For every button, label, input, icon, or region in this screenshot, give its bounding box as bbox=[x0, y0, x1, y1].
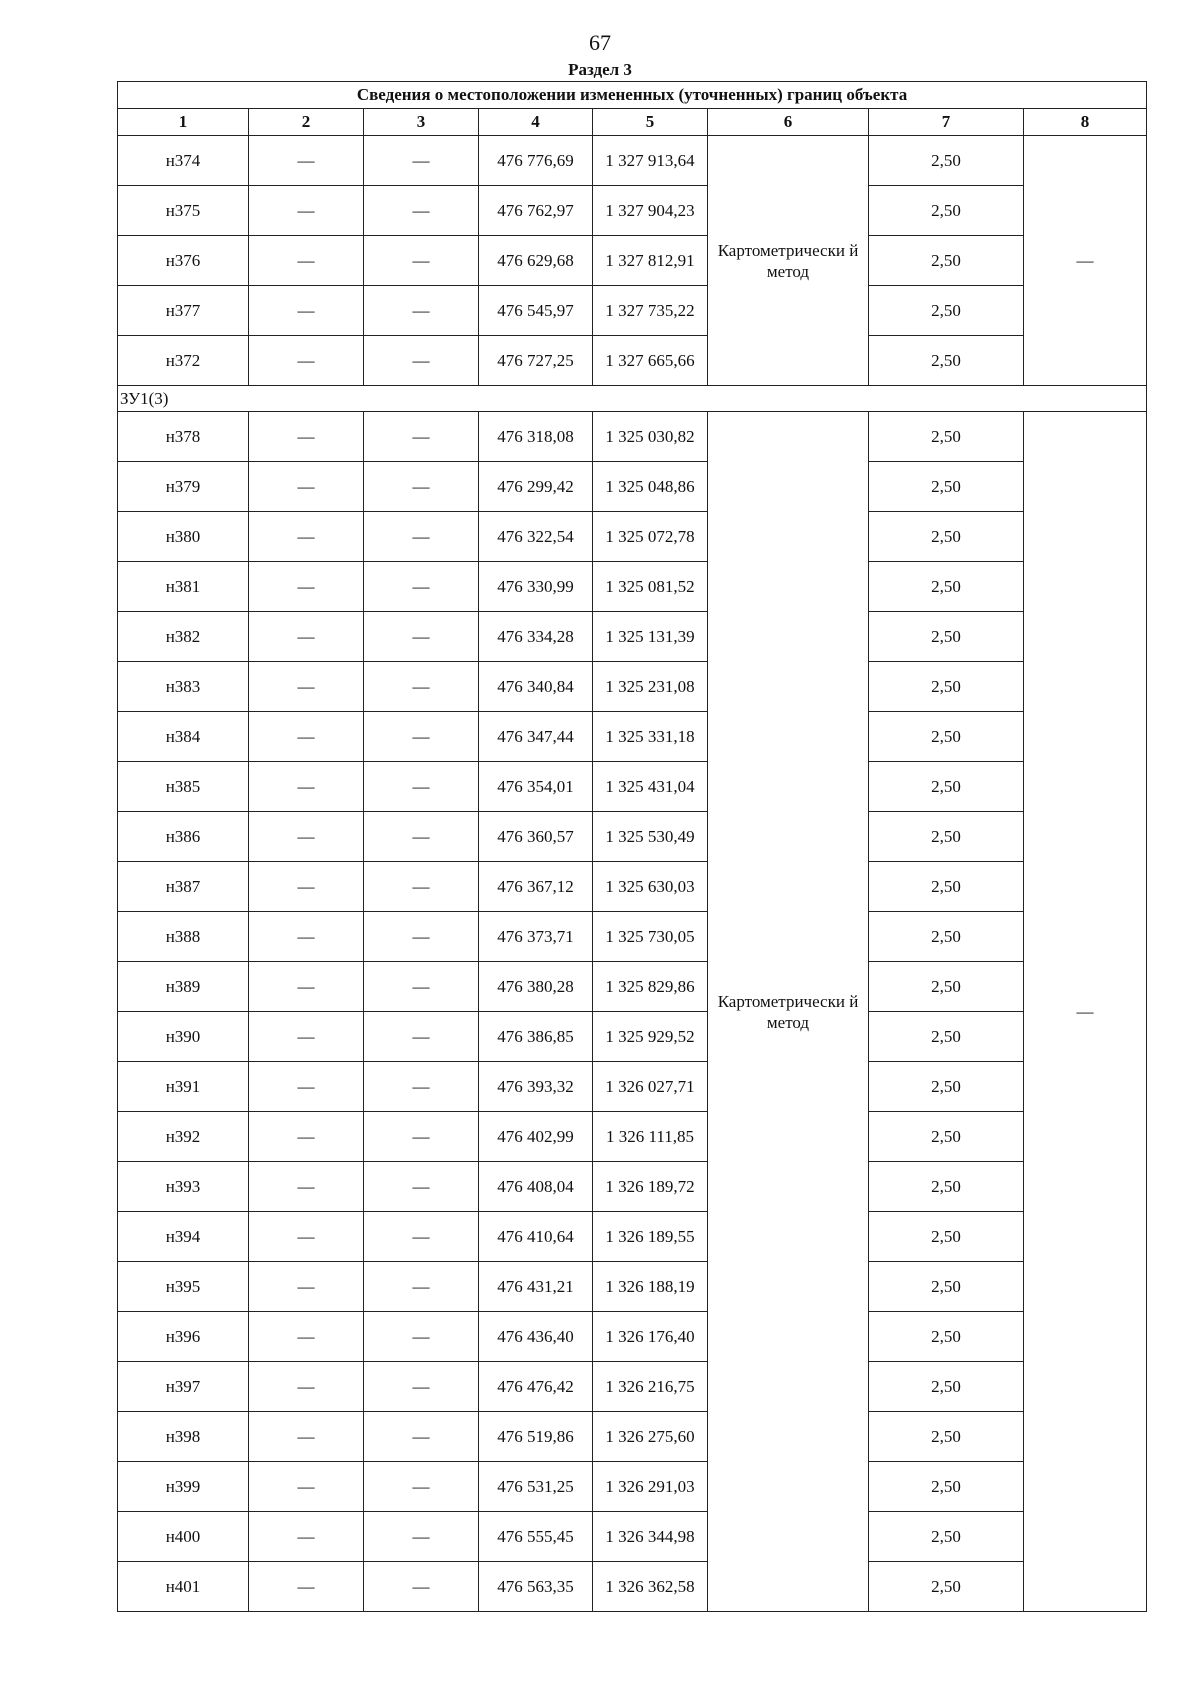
col2-cell: — bbox=[249, 1462, 364, 1512]
accuracy-cell: 2,50 bbox=[869, 912, 1024, 962]
accuracy-cell: 2,50 bbox=[869, 562, 1024, 612]
accuracy-cell: 2,50 bbox=[869, 1162, 1024, 1212]
y-coordinate-cell: 1 326 189,55 bbox=[593, 1212, 708, 1262]
table-row bbox=[118, 1412, 1147, 1462]
col2-cell: — bbox=[249, 186, 364, 236]
y-coordinate-cell: 1 325 431,04 bbox=[593, 762, 708, 812]
point-cell: н391 bbox=[118, 1062, 249, 1112]
x-coordinate-cell: 476 367,12 bbox=[479, 862, 593, 912]
x-coordinate-cell: 476 555,45 bbox=[479, 1512, 593, 1562]
x-coordinate-cell: 476 380,28 bbox=[479, 962, 593, 1012]
x-coordinate-cell: 476 476,42 bbox=[479, 1362, 593, 1412]
table-row bbox=[118, 712, 1147, 762]
col8-cell: — bbox=[1024, 412, 1147, 1612]
accuracy-cell: 2,50 bbox=[869, 862, 1024, 912]
accuracy-cell: 2,50 bbox=[869, 512, 1024, 562]
y-coordinate-cell: 1 326 362,58 bbox=[593, 1562, 708, 1612]
column-header-2: 2 bbox=[249, 109, 364, 136]
accuracy-cell: 2,50 bbox=[869, 1562, 1024, 1612]
col3-cell: — bbox=[364, 812, 479, 862]
col3-cell: — bbox=[364, 762, 479, 812]
y-coordinate-cell: 1 327 665,66 bbox=[593, 336, 708, 386]
col3-cell: — bbox=[364, 1362, 479, 1412]
col2-cell: — bbox=[249, 1112, 364, 1162]
point-cell: н377 bbox=[118, 286, 249, 336]
table-row bbox=[118, 412, 1147, 462]
y-coordinate-cell: 1 325 331,18 bbox=[593, 712, 708, 762]
block-1 bbox=[118, 136, 1147, 386]
point-cell: н378 bbox=[118, 412, 249, 462]
col2-cell: — bbox=[249, 1312, 364, 1362]
y-coordinate-cell: 1 326 275,60 bbox=[593, 1412, 708, 1462]
table-row bbox=[118, 1312, 1147, 1362]
col2-cell: — bbox=[249, 512, 364, 562]
block-2 bbox=[118, 412, 1147, 1612]
point-cell: н372 bbox=[118, 336, 249, 386]
accuracy-cell: 2,50 bbox=[869, 1312, 1024, 1362]
y-coordinate-cell: 1 325 630,03 bbox=[593, 862, 708, 912]
table-row bbox=[118, 1212, 1147, 1262]
table-row bbox=[118, 912, 1147, 962]
point-cell: н398 bbox=[118, 1412, 249, 1462]
point-cell: н384 bbox=[118, 712, 249, 762]
x-coordinate-cell: 476 334,28 bbox=[479, 612, 593, 662]
y-coordinate-cell: 1 325 131,39 bbox=[593, 612, 708, 662]
x-coordinate-cell: 476 727,25 bbox=[479, 336, 593, 386]
y-coordinate-cell: 1 325 030,82 bbox=[593, 412, 708, 462]
accuracy-cell: 2,50 bbox=[869, 1112, 1024, 1162]
column-header-7: 7 bbox=[869, 109, 1024, 136]
col2-cell: — bbox=[249, 662, 364, 712]
col3-cell: — bbox=[364, 1512, 479, 1562]
y-coordinate-cell: 1 326 291,03 bbox=[593, 1462, 708, 1512]
col3-cell: — bbox=[364, 662, 479, 712]
col2-cell: — bbox=[249, 1012, 364, 1062]
col3-cell: — bbox=[364, 1562, 479, 1612]
column-header-5: 5 bbox=[593, 109, 708, 136]
accuracy-cell: 2,50 bbox=[869, 612, 1024, 662]
group-row bbox=[118, 386, 1147, 412]
col3-cell: — bbox=[364, 1062, 479, 1112]
x-coordinate-cell: 476 386,85 bbox=[479, 1012, 593, 1062]
y-coordinate-cell: 1 325 048,86 bbox=[593, 462, 708, 512]
method-cell: Картометрически й метод bbox=[708, 136, 869, 386]
accuracy-cell: 2,50 bbox=[869, 1062, 1024, 1112]
y-coordinate-cell: 1 325 231,08 bbox=[593, 662, 708, 712]
table-title: Сведения о местоположении измененных (уточненных) границ объекта bbox=[118, 82, 1147, 109]
point-cell: н397 bbox=[118, 1362, 249, 1412]
y-coordinate-cell: 1 325 081,52 bbox=[593, 562, 708, 612]
col3-cell: — bbox=[364, 1112, 479, 1162]
y-coordinate-cell: 1 326 216,75 bbox=[593, 1362, 708, 1412]
point-cell: н390 bbox=[118, 1012, 249, 1062]
table-row bbox=[118, 612, 1147, 662]
accuracy-cell: 2,50 bbox=[869, 1462, 1024, 1512]
y-coordinate-cell: 1 325 072,78 bbox=[593, 512, 708, 562]
col3-cell: — bbox=[364, 136, 479, 186]
x-coordinate-cell: 476 330,99 bbox=[479, 562, 593, 612]
col2-cell: — bbox=[249, 462, 364, 512]
col2-cell: — bbox=[249, 136, 364, 186]
y-coordinate-cell: 1 327 812,91 bbox=[593, 236, 708, 286]
x-coordinate-cell: 476 436,40 bbox=[479, 1312, 593, 1362]
col2-cell: — bbox=[249, 286, 364, 336]
table-row bbox=[118, 1362, 1147, 1412]
col2-cell: — bbox=[249, 612, 364, 662]
point-cell: н400 bbox=[118, 1512, 249, 1562]
point-cell: н376 bbox=[118, 236, 249, 286]
col2-cell: — bbox=[249, 1362, 364, 1412]
col3-cell: — bbox=[364, 1462, 479, 1512]
col2-cell: — bbox=[249, 336, 364, 386]
table-row bbox=[118, 812, 1147, 862]
x-coordinate-cell: 476 354,01 bbox=[479, 762, 593, 812]
x-coordinate-cell: 476 531,25 bbox=[479, 1462, 593, 1512]
table-row bbox=[118, 562, 1147, 612]
accuracy-cell: 2,50 bbox=[869, 812, 1024, 862]
accuracy-cell: 2,50 bbox=[869, 1212, 1024, 1262]
x-coordinate-cell: 476 410,64 bbox=[479, 1212, 593, 1262]
column-number-row bbox=[118, 109, 1147, 136]
y-coordinate-cell: 1 326 027,71 bbox=[593, 1062, 708, 1112]
x-coordinate-cell: 476 322,54 bbox=[479, 512, 593, 562]
accuracy-cell: 2,50 bbox=[869, 762, 1024, 812]
accuracy-cell: 2,50 bbox=[869, 1362, 1024, 1412]
accuracy-cell: 2,50 bbox=[869, 412, 1024, 462]
table-row bbox=[118, 236, 1147, 286]
section-label: Раздел 3 bbox=[568, 60, 632, 79]
column-header-6: 6 bbox=[708, 109, 869, 136]
accuracy-cell: 2,50 bbox=[869, 286, 1024, 336]
table-row bbox=[118, 1512, 1147, 1562]
x-coordinate-cell: 476 347,44 bbox=[479, 712, 593, 762]
col2-cell: — bbox=[249, 862, 364, 912]
table-row bbox=[118, 1162, 1147, 1212]
table-row bbox=[118, 286, 1147, 336]
col3-cell: — bbox=[364, 236, 479, 286]
table-row bbox=[118, 662, 1147, 712]
accuracy-cell: 2,50 bbox=[869, 712, 1024, 762]
col2-cell: — bbox=[249, 1212, 364, 1262]
col2-cell: — bbox=[249, 1512, 364, 1562]
accuracy-cell: 2,50 bbox=[869, 1412, 1024, 1462]
col3-cell: — bbox=[364, 186, 479, 236]
col2-cell: — bbox=[249, 236, 364, 286]
table-row bbox=[118, 136, 1147, 186]
col3-cell: — bbox=[364, 462, 479, 512]
x-coordinate-cell: 476 360,57 bbox=[479, 812, 593, 862]
col2-cell: — bbox=[249, 562, 364, 612]
y-coordinate-cell: 1 326 188,19 bbox=[593, 1262, 708, 1312]
accuracy-cell: 2,50 bbox=[869, 462, 1024, 512]
y-coordinate-cell: 1 326 189,72 bbox=[593, 1162, 708, 1212]
column-header-1: 1 bbox=[118, 109, 249, 136]
y-coordinate-cell: 1 326 176,40 bbox=[593, 1312, 708, 1362]
x-coordinate-cell: 476 762,97 bbox=[479, 186, 593, 236]
x-coordinate-cell: 476 519,86 bbox=[479, 1412, 593, 1462]
table-row bbox=[118, 762, 1147, 812]
point-cell: н387 bbox=[118, 862, 249, 912]
col3-cell: — bbox=[364, 1262, 479, 1312]
col2-cell: — bbox=[249, 1562, 364, 1612]
col3-cell: — bbox=[364, 1012, 479, 1062]
y-coordinate-cell: 1 326 111,85 bbox=[593, 1112, 708, 1162]
col3-cell: — bbox=[364, 1312, 479, 1362]
point-cell: н381 bbox=[118, 562, 249, 612]
accuracy-cell: 2,50 bbox=[869, 336, 1024, 386]
point-cell: н380 bbox=[118, 512, 249, 562]
col3-cell: — bbox=[364, 286, 479, 336]
col3-cell: — bbox=[364, 412, 479, 462]
y-coordinate-cell: 1 327 904,23 bbox=[593, 186, 708, 236]
col2-cell: — bbox=[249, 762, 364, 812]
point-cell: н396 bbox=[118, 1312, 249, 1362]
point-cell: н379 bbox=[118, 462, 249, 512]
column-header-8: 8 bbox=[1024, 109, 1147, 136]
x-coordinate-cell: 476 299,42 bbox=[479, 462, 593, 512]
method-cell: Картометрически й метод bbox=[708, 412, 869, 1612]
col2-cell: — bbox=[249, 962, 364, 1012]
x-coordinate-cell: 476 373,71 bbox=[479, 912, 593, 962]
col3-cell: — bbox=[364, 1212, 479, 1262]
table-row bbox=[118, 1062, 1147, 1112]
x-coordinate-cell: 476 318,08 bbox=[479, 412, 593, 462]
point-cell: н399 bbox=[118, 1462, 249, 1512]
column-header-3: 3 bbox=[364, 109, 479, 136]
table-row bbox=[118, 512, 1147, 562]
x-coordinate-cell: 476 408,04 bbox=[479, 1162, 593, 1212]
page-number: 67 bbox=[589, 30, 611, 55]
boundary-table bbox=[117, 81, 1147, 1612]
col3-cell: — bbox=[364, 712, 479, 762]
point-cell: н382 bbox=[118, 612, 249, 662]
col2-cell: — bbox=[249, 912, 364, 962]
table-row bbox=[118, 1012, 1147, 1062]
col3-cell: — bbox=[364, 512, 479, 562]
col3-cell: — bbox=[364, 1162, 479, 1212]
table-row bbox=[118, 962, 1147, 1012]
col3-cell: — bbox=[364, 962, 479, 1012]
col2-cell: — bbox=[249, 1162, 364, 1212]
x-coordinate-cell: 476 776,69 bbox=[479, 136, 593, 186]
point-cell: н375 bbox=[118, 186, 249, 236]
col3-cell: — bbox=[364, 912, 479, 962]
group-label: ЗУ1(3) bbox=[118, 386, 1147, 412]
col2-cell: — bbox=[249, 1412, 364, 1462]
accuracy-cell: 2,50 bbox=[869, 1012, 1024, 1062]
y-coordinate-cell: 1 326 344,98 bbox=[593, 1512, 708, 1562]
table-row bbox=[118, 1562, 1147, 1612]
col3-cell: — bbox=[364, 1412, 479, 1462]
x-coordinate-cell: 476 563,35 bbox=[479, 1562, 593, 1612]
y-coordinate-cell: 1 327 913,64 bbox=[593, 136, 708, 186]
x-coordinate-cell: 476 340,84 bbox=[479, 662, 593, 712]
y-coordinate-cell: 1 325 829,86 bbox=[593, 962, 708, 1012]
table-row bbox=[118, 1262, 1147, 1312]
table-row bbox=[118, 1462, 1147, 1512]
accuracy-cell: 2,50 bbox=[869, 962, 1024, 1012]
col8-cell: — bbox=[1024, 136, 1147, 386]
table-row bbox=[118, 186, 1147, 236]
accuracy-cell: 2,50 bbox=[869, 186, 1024, 236]
y-coordinate-cell: 1 327 735,22 bbox=[593, 286, 708, 336]
point-cell: н395 bbox=[118, 1262, 249, 1312]
accuracy-cell: 2,50 bbox=[869, 662, 1024, 712]
x-coordinate-cell: 476 545,97 bbox=[479, 286, 593, 336]
accuracy-cell: 2,50 bbox=[869, 236, 1024, 286]
point-cell: н386 bbox=[118, 812, 249, 862]
point-cell: н385 bbox=[118, 762, 249, 812]
x-coordinate-cell: 476 402,99 bbox=[479, 1112, 593, 1162]
x-coordinate-cell: 476 431,21 bbox=[479, 1262, 593, 1312]
table-row bbox=[118, 462, 1147, 512]
col2-cell: — bbox=[249, 812, 364, 862]
point-cell: н388 bbox=[118, 912, 249, 962]
col2-cell: — bbox=[249, 712, 364, 762]
point-cell: н374 bbox=[118, 136, 249, 186]
table-row bbox=[118, 1112, 1147, 1162]
table-row bbox=[118, 862, 1147, 912]
col3-cell: — bbox=[364, 612, 479, 662]
col3-cell: — bbox=[364, 862, 479, 912]
point-cell: н389 bbox=[118, 962, 249, 1012]
accuracy-cell: 2,50 bbox=[869, 1512, 1024, 1562]
y-coordinate-cell: 1 325 929,52 bbox=[593, 1012, 708, 1062]
col2-cell: — bbox=[249, 412, 364, 462]
point-cell: н401 bbox=[118, 1562, 249, 1612]
point-cell: н393 bbox=[118, 1162, 249, 1212]
point-cell: н392 bbox=[118, 1112, 249, 1162]
x-coordinate-cell: 476 629,68 bbox=[479, 236, 593, 286]
table-row bbox=[118, 336, 1147, 386]
y-coordinate-cell: 1 325 730,05 bbox=[593, 912, 708, 962]
accuracy-cell: 2,50 bbox=[869, 1262, 1024, 1312]
col2-cell: — bbox=[249, 1062, 364, 1112]
accuracy-cell: 2,50 bbox=[869, 136, 1024, 186]
col2-cell: — bbox=[249, 1262, 364, 1312]
col3-cell: — bbox=[364, 336, 479, 386]
point-cell: н394 bbox=[118, 1212, 249, 1262]
y-coordinate-cell: 1 325 530,49 bbox=[593, 812, 708, 862]
point-cell: н383 bbox=[118, 662, 249, 712]
column-header-4: 4 bbox=[479, 109, 593, 136]
x-coordinate-cell: 476 393,32 bbox=[479, 1062, 593, 1112]
col3-cell: — bbox=[364, 562, 479, 612]
